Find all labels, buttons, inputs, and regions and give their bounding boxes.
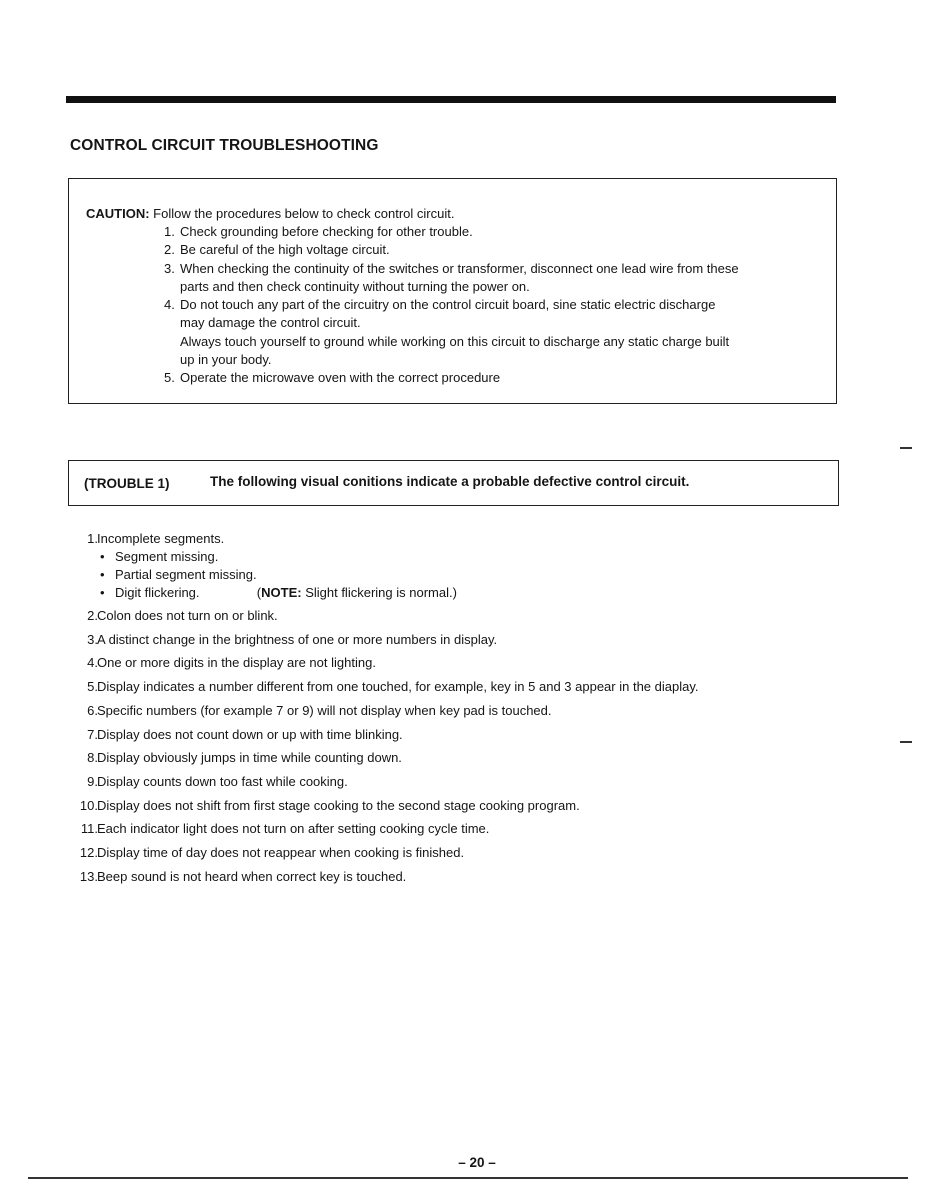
sub-item [97,566,850,584]
trouble-item [70,794,850,818]
trouble-item-text: Each indicator light does not turn on after setting cooking cycle time. [97,821,490,837]
caution-item-line: up in your body. [180,352,272,368]
bullet: • [100,567,105,582]
sub-item [97,548,850,566]
trouble-item-text: A distinct change in the brightness of one or more numbers in display. [97,631,498,647]
trouble-item [70,530,850,604]
caution-item-number: 3. [164,260,175,276]
trouble-label: (TROUBLE 1) [84,476,170,491]
caution-label: CAUTION: [86,206,150,221]
trouble-heading: The following visual conitions indicate a probable defective control circuit. [210,474,690,489]
trouble-item-text: Display does not shift from first stage cooking to the second stage cooking program. [97,797,580,813]
trouble-item-number: 1. [87,531,98,546]
trouble-item-number: 9. [87,773,98,789]
edge-mark [900,447,912,449]
trouble-item-number: 12. [79,845,98,861]
caution-item [164,260,830,297]
trouble-item [70,628,850,652]
caution-item [164,241,830,259]
caution-item-line: Be careful of the high voltage circuit. [180,242,390,258]
trouble-item [70,865,850,889]
trouble-item-list [70,530,850,888]
caution-item-number: 2. [164,242,175,258]
caution-item-number: 5. [164,370,175,386]
top-rule [66,96,836,103]
note-label: NOTE: [261,585,302,600]
caution-item-line: Check grounding before checking for other trouble. [180,224,473,239]
trouble-item-text: One or more digits in the display are not lighting. [97,655,376,671]
trouble-item-number: 3. [87,631,98,647]
trouble-item-number: 11. [80,821,98,837]
trouble-item-text: Specific numbers (for example 7 or 9) will not display when key pad is touched. [97,702,552,718]
trouble-item-text: Display obviously jumps in time while counting down. [97,750,402,766]
trouble-item-number: 4. [87,655,98,671]
caution-item-line: Operate the microwave oven with the correct procedure [180,370,501,386]
trouble-item-number: 13. [79,868,98,884]
trouble-item [70,651,850,675]
section-title: CONTROL CIRCUIT TROUBLESHOOTING [70,137,379,154]
trouble-item-number: 2. [87,608,98,623]
sub-item-text: Digit flickering. [115,585,200,600]
trouble-item-text: Display counts down too fast while cooking. [97,773,348,789]
caution-item-line: may damage the control circuit. [180,315,361,331]
caution-item-line: parts and then check continuity without turning the power on. [180,278,530,294]
note-open: ( [256,585,262,600]
trouble-item-number: 5. [87,679,98,695]
caution-item-line: Do not touch any part of the circuitry on the control circuit board, sine static electric discharge [180,297,716,313]
bullet: • [100,549,105,564]
trouble-item [70,723,850,747]
trouble-item-text: Incomplete segments. [97,531,225,546]
trouble-item-number: 10. [79,797,98,813]
sub-item-text: Partial segment missing. [115,567,257,582]
caution-item [164,296,830,369]
trouble-item-text: Display does not count down or up with time blinking. [97,726,403,742]
trouble-item-text: Colon does not turn on or blink. [97,608,278,623]
trouble-item [70,699,850,723]
trouble-item-number: 8. [87,750,98,766]
trouble-item-text: Beep sound is not heard when correct key is touched. [97,868,407,884]
trouble-item [70,604,850,628]
page-number: – 20 – [458,1155,496,1170]
trouble-item [70,817,850,841]
bottom-rule [28,1177,908,1179]
trouble-item-number: 6. [87,702,98,718]
caution-item-number: 1. [164,224,175,239]
caution-item [164,369,830,387]
sub-item-text: Segment missing. [115,549,219,564]
note-text: Slight flickering is normal.) [301,585,457,600]
trouble-item [70,770,850,794]
trouble-item-number: 7. [87,726,98,742]
trouble-item-text: Display time of day does not reappear when cooking is finished. [97,845,465,861]
caution-intro: Follow the procedures below to check control circuit. [153,206,455,221]
sub-item [97,584,850,602]
trouble-item [70,841,850,865]
caution-item-line: Always touch yourself to ground while working on this circuit to discharge any static charge built [180,333,730,349]
caution-item [164,223,830,241]
trouble-item [70,746,850,770]
caution-list [164,223,830,388]
trouble-item-text: Display indicates a number different from one touched, for example, key in 5 and 3 appear in the diaplay. [97,679,699,695]
caution-item-number: 4. [164,297,175,313]
trouble-item [70,675,850,699]
edge-mark [900,741,912,743]
caution-heading [86,205,454,223]
bullet: • [100,585,105,600]
caution-item-line: When checking the continuity of the switches or transformer, disconnect one lead wire from these [180,260,739,276]
sub-item-list [97,548,850,604]
